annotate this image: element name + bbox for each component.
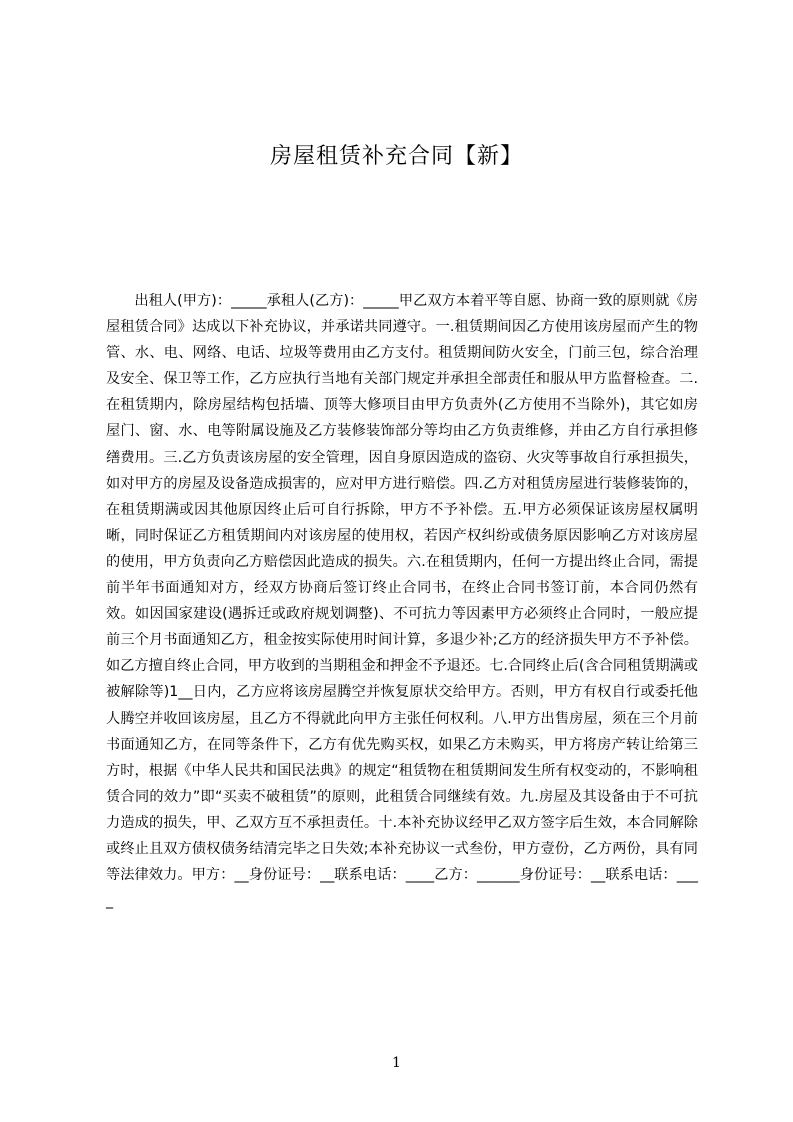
document-title: 房屋租赁补充合同【新】 <box>269 144 523 169</box>
page-number: 1 <box>392 1055 401 1071</box>
contract-body-paragraph: 出租人(甲方)：_____承租人(乙方)：_____甲乙双方本着平等自愿、协商一致的原则就《房屋租赁合同》达成以下补充协议，并承诺共同遵守。一.租赁期间因乙方使用该房屋而产生的物管、水、电、网络、电话、垃圾等费用由乙方支付。租赁期间防火安全，门前三包，综合治理及安全、保卫等工作，乙方应执行当地有关部门规定并承担全部责任和服从甲方监督检查。二.在租赁期内，除房屋结构包括墙、顶等大修项目由甲方负责外(乙方使用不当除外)，其它如房屋门、窗、水、电等附属设施及乙方装修装饰部分等均由乙方负责维修，并由乙方自行承担修缮费用。三.乙方负责该房屋的安全管理，因自身原因造成的盗窃、火灾等事故自行承担损失，如对甲方的房屋及设备造成损害的，应对甲方进行赔偿。四.乙方对租赁房屋进行装修装饰的，在租赁期满或因其他原因终止后可自行拆除，甲方不予补偿。五.甲方必须保证该房屋权属明晰，同时保证乙方租赁期间内对该房屋的使用权，若因产权纠纷或债务原因影响乙方对该房屋的使用，甲方负责向乙方赔偿因此造成的损失。六.在租赁期内，任何一方提出终止合同，需提前半年书面通知对方，经双方协商后签订终止合同书，在终止合同书签订前，本合同仍然有效。如因国家建设(遇拆迁或政府规划调整)、不可抗力等因素甲方必须终止合同时，一般应提前三个月书面通知乙方，租金按实际使用时间计算，多退少补;乙方的经济损失甲方不予补偿。如乙方擅自终止合同，甲方收到的当期租金和押金不予退还。七.合同终止后(含合同租赁期满或被解除等)1__日内，乙方应将该房屋腾空并恢复原状交给甲方。否则，甲方有权自行或委托他人腾空并收回该房屋，且乙方不得就此向甲方主张任何权利。八.甲方出售房屋，须在三个月前书面通知乙方，在同等条件下，乙方有优先购买权，如果乙方未购买，甲方将房产转让给第三方时，根据《中华人民共和国民法典》的规定“租赁物在租赁期间发生所有权变动的，不影响租赁合同的效力”即“买卖不破租赁”的原则，此租赁合同继续有效。九.房屋及其设备由于不可抗力造成的损失，甲、乙双方互不承担责任。十.本补充协议经甲乙双方签字后生效，本合同解除或终止且双方债权债务结清完毕之日失效;本补充协议一式叁份，甲方壹份，乙方两份，具有同等法律效力。甲方：__身份证号：__联系电话：____乙方：______身份证号：__联系电话：____ <box>106 293 698 910</box>
